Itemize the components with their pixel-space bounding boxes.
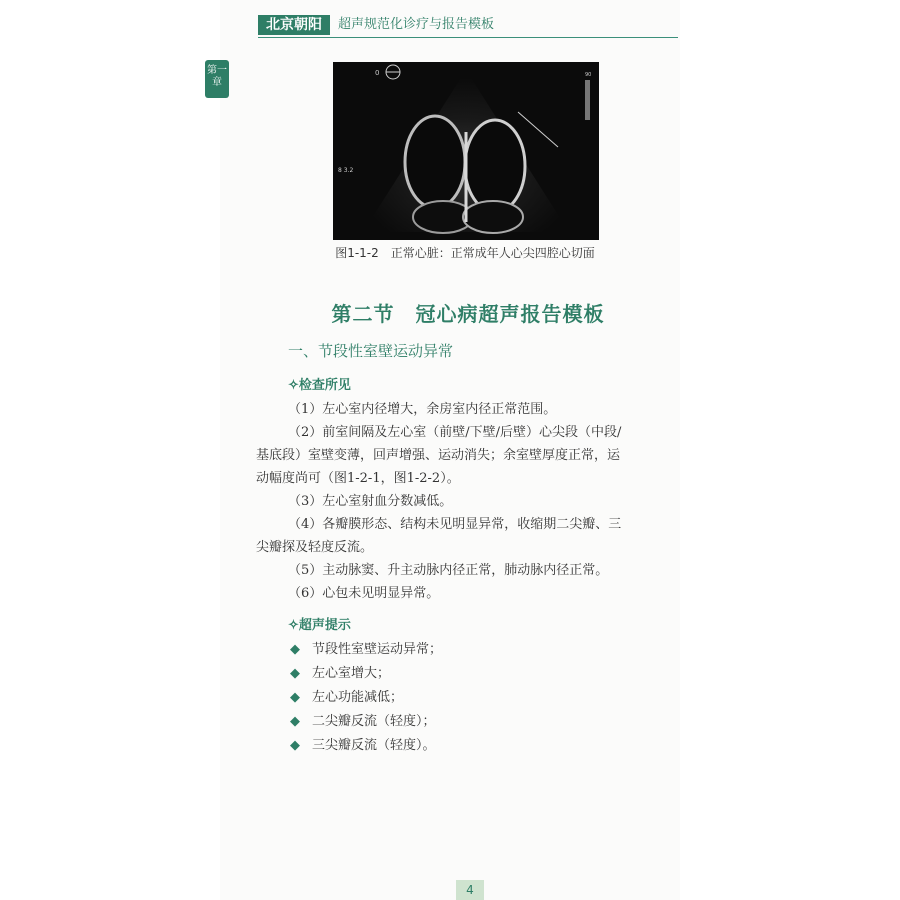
header-series-title: 超声规范化诊疗与报告模板 bbox=[338, 17, 495, 32]
impression-text: 节段性室壁运动异常； bbox=[312, 642, 443, 657]
impression-text: 左心功能减低； bbox=[312, 690, 404, 705]
figure-caption: 图1-1-2 正常心脏：正常成年人心尖四腔心切面 bbox=[335, 246, 595, 260]
impression-text: 三尖瓣反流（轻度）。 bbox=[312, 738, 436, 753]
impression-item bbox=[290, 688, 403, 708]
findings-line-4: 动幅度尚可（图1-2-1，图1-2-2）。 bbox=[256, 471, 460, 486]
findings-line-9: （6）心包未见明显异常。 bbox=[288, 586, 440, 601]
running-header bbox=[258, 13, 678, 38]
diamond-bullet-icon: ◆ bbox=[290, 714, 300, 729]
chapter-tab-line1: 第一 bbox=[207, 65, 227, 76]
findings-line-3: 基底段）室壁变薄，回声增强、运动消失；余室壁厚度正常，运 bbox=[256, 448, 621, 463]
diamond-bullet-icon: ◆ bbox=[290, 642, 300, 657]
chapter-tab-line2: 章 bbox=[212, 77, 222, 88]
section-title: 第二节 冠心病超声报告模板 bbox=[331, 302, 605, 326]
chapter-tab bbox=[205, 60, 229, 98]
impression-text: 二尖瓣反流（轻度）； bbox=[312, 714, 436, 729]
diamond-bullet-icon: ◆ bbox=[290, 738, 300, 753]
header-brand: 北京朝阳 bbox=[258, 15, 330, 35]
diamond-bullet-icon: ◆ bbox=[290, 666, 300, 681]
findings-line-7: 尖瓣探及轻度反流。 bbox=[256, 540, 374, 555]
findings-line-6: （4）各瓣膜形态、结构未见明显异常，收缩期二尖瓣、三 bbox=[288, 517, 622, 532]
findings-line-5: （3）左心室射血分数减低。 bbox=[288, 494, 453, 509]
overlay-left-text: 8 3.2 bbox=[338, 167, 354, 174]
impression-item bbox=[290, 736, 436, 756]
findings-line-1: （1）左心室内径增大，余房室内径正常范围。 bbox=[288, 402, 557, 417]
echocardiogram-image bbox=[333, 62, 599, 240]
page-number: 4 bbox=[456, 880, 484, 900]
impression-text: 左心室增大； bbox=[312, 666, 391, 681]
impression-heading: ✧超声提示 bbox=[288, 618, 351, 633]
overlay-right-text: 90 bbox=[585, 72, 592, 78]
impression-item bbox=[290, 712, 436, 732]
impression-item bbox=[290, 640, 442, 660]
findings-line-8: （5）主动脉窦、升主动脉内径正常，肺动脉内径正常。 bbox=[288, 563, 609, 578]
findings-heading: ✧检查所见 bbox=[288, 378, 351, 393]
svg-text:0: 0 bbox=[375, 69, 380, 77]
section-subhead: 一、节段性室壁运动异常 bbox=[288, 342, 454, 360]
findings-line-2: （2）前室间隔及左心室（前壁/下壁/后壁）心尖段（中段/ bbox=[288, 425, 622, 440]
diamond-bullet-icon: ◆ bbox=[290, 690, 300, 705]
echocardiogram-graphic bbox=[333, 62, 599, 240]
impression-item bbox=[290, 664, 390, 684]
